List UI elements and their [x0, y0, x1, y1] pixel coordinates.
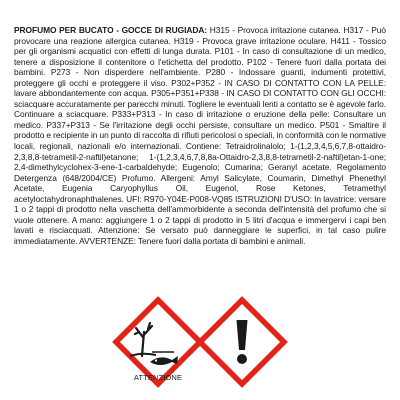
exclamation-hazard-icon — [196, 296, 288, 388]
ghs07-exclamation-icon — [196, 296, 288, 388]
product-label-text — [14, 25, 386, 246]
product-title: PROFUMO PER BUCATO - GOCCE DI RUGIADA: — [14, 25, 208, 35]
hazard-pictograms — [0, 296, 400, 400]
hazard-statements-body: H315 - Provoca irritazione cutanea. H317 - Può provocare una reazione allergica cutanea. H319 - Provoca grave irritazione oculare. H411 - Tossico per gli organismi acquatici con effetti di lunga durata. P101 - In caso di consultazione di un medico, tenere a disposizione il contenitore o l'etichetta del prodotto. P102 - Tenere fuori dalla portata dei bambini. P273 - Non disperdere nell'ambiente. P280 - Indossare guanti, indumenti protettivi, proteggere gli occhi e proteggere il viso. P302+P352 - IN CASO DI CONTATTO CON LA PELLE: lavare abbondantemente con acqua. P305+P351+P338 - IN CASO DI CONTATTO CON GLI OCCHI: sciacquare accuratamente per parecchi minuti. Togliere le eventuali lenti a contatto se è agevole farlo. Continuare a sciacquare. P333+P313 - In caso di irritazione o eruzione della pelle: Consultare un medico. P337+P313 - Se l'irritazione degli occhi persiste, consultare un medico. P501 - Smaltire il prodotto e recipiente in un punto di raccolta di rifiuti pericolosi o speciali, in conformità con le normative locali, regionali, nazionali e/o internazionali. Contiene: Tetraidrolinalolo; 1-(1,2,3,4,5,6,7,8-ottaidro-2,3,8,8-tetrametil-2-naftil)etanone; 1-(1,2,3,4,6,7,8,8a-Ottaidro-2,3,8,8-tetrametil-2-naftil)etan-1-one; 2,4-dimethylcyclohex-3-ene-1-carbaldehyde; Eugenolo; Cumarina; Geranyl acetate. Regolamento Detergenza (648/2004/CE) Profumo. Allergeni: Amyl Salicylate, Coumarin, Dimethyl Phenethyl Acetate, Eugenia Caryophyllus Oil, Eugenol, Rose Ketones, Tetramethyl acetyloctahydronaphthalenes. UFI: R970-Y04E-P008-VQ85 ISTRUZIONI D'USO: In lavatrice: versare 1 o 2 tappi di prodotto nella vaschetta dell'ammorbidente a seconda dell'intensità del profumo che si vuole ottenere. A mano: aggiungere 1 o 2 tappi di prodotto in 5 litri d'acqua e immergervi i capi ben lavati e risciacquati. Attenzione: Se versato può danneggiare le superfici, in tal caso pulire immediatamente. AVVERTENZE: Tenere fuori dalla portata di bambini e animali. — [14, 25, 386, 246]
signal-word: ATTENZIONE — [133, 373, 183, 382]
